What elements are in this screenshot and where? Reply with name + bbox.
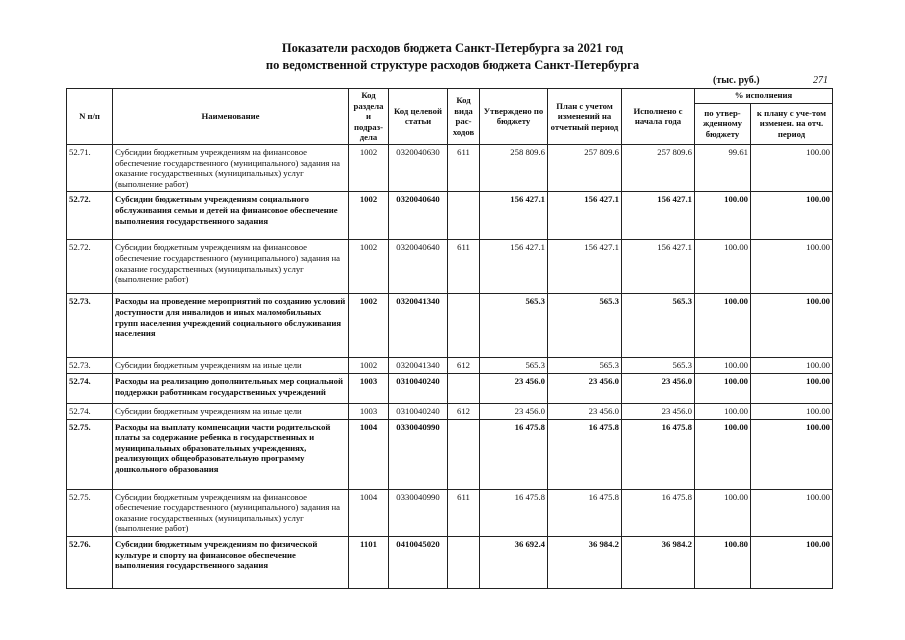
row-executed: 23 456.0 — [622, 403, 695, 419]
row-approved: 258 809.6 — [480, 144, 548, 191]
row-executed: 257 809.6 — [622, 144, 695, 191]
row-pct-approved: 99.61 — [695, 144, 751, 191]
row-name: Субсидии бюджетным учреждениям на финансовое обеспечение государственного (муниципального) задания на оказание государственных (муниципальных) услуг (выполнение работ) — [113, 240, 349, 294]
row-kind-code — [448, 294, 480, 358]
row-pct-plan: 100.00 — [751, 294, 833, 358]
row-pct-plan: 100.00 — [751, 489, 833, 536]
table-row — [67, 294, 833, 358]
row-section-code: 1002 — [349, 240, 389, 294]
row-pct-plan: 100.00 — [751, 144, 833, 191]
table-row — [67, 419, 833, 489]
row-approved: 16 475.8 — [480, 489, 548, 536]
col-header-target: Код целевой статьи — [389, 89, 448, 145]
row-target-code: 0320040640 — [389, 192, 448, 240]
col-header-pct-plan: к плану с уче-том изменен. на отч. период — [751, 103, 833, 144]
row-kind-code: 611 — [448, 489, 480, 536]
row-name: Субсидии бюджетным учреждениям по физической культуре и спорту на финансовое обеспечение выполнения государственного задания — [113, 536, 349, 588]
page-title-line-2: по ведомственной структуре расходов бюджета Санкт-Петербурга — [265, 58, 640, 72]
table-row — [67, 403, 833, 419]
row-plan: 23 456.0 — [548, 403, 622, 419]
row-kind-code: 612 — [448, 403, 480, 419]
row-section-code: 1003 — [349, 373, 389, 403]
row-plan: 23 456.0 — [548, 373, 622, 403]
table-row — [67, 192, 833, 240]
col-header-kind: Код вида рас-ходов — [448, 89, 480, 145]
row-pct-plan: 100.00 — [751, 419, 833, 489]
row-target-code: 0410045020 — [389, 536, 448, 588]
row-executed: 156 427.1 — [622, 192, 695, 240]
row-target-code: 0320041340 — [389, 294, 448, 358]
row-kind-code — [448, 373, 480, 403]
row-kind-code — [448, 419, 480, 489]
row-section-code: 1002 — [349, 294, 389, 358]
row-pct-approved: 100.00 — [695, 294, 751, 358]
row-number: 52.76. — [67, 536, 113, 588]
table-row — [67, 240, 833, 294]
row-pct-plan: 100.00 — [751, 358, 833, 374]
row-executed: 565.3 — [622, 358, 695, 374]
table-row — [67, 536, 833, 588]
row-name: Субсидии бюджетным учреждениям на иные цели — [113, 358, 349, 374]
units-label: (тыс. руб.) — [713, 75, 760, 86]
row-plan: 156 427.1 — [548, 192, 622, 240]
row-pct-plan: 100.00 — [751, 240, 833, 294]
row-kind-code: 611 — [448, 144, 480, 191]
row-kind-code — [448, 192, 480, 240]
row-pct-approved: 100.00 — [695, 358, 751, 374]
row-executed: 36 984.2 — [622, 536, 695, 588]
row-approved: 156 427.1 — [480, 192, 548, 240]
row-plan: 257 809.6 — [548, 144, 622, 191]
row-section-code: 1003 — [349, 403, 389, 419]
row-section-code: 1101 — [349, 536, 389, 588]
row-pct-approved: 100.00 — [695, 373, 751, 403]
col-header-num: N п/п — [67, 89, 113, 145]
row-number: 52.75. — [67, 419, 113, 489]
row-pct-plan: 100.00 — [751, 192, 833, 240]
row-name: Субсидии бюджетным учреждениям на иные цели — [113, 403, 349, 419]
row-section-code: 1002 — [349, 358, 389, 374]
row-pct-approved: 100.00 — [695, 403, 751, 419]
row-approved: 23 456.0 — [480, 373, 548, 403]
row-section-code: 1002 — [349, 192, 389, 240]
col-header-plan: План с учетом изменений на отчетный период — [548, 89, 622, 145]
col-header-pct-group: % исполнения — [695, 89, 833, 104]
row-section-code: 1004 — [349, 419, 389, 489]
col-header-approved: Утверждено по бюджету — [480, 89, 548, 145]
row-pct-plan: 100.00 — [751, 373, 833, 403]
row-number: 52.73. — [67, 358, 113, 374]
row-name: Расходы на реализацию дополнительных мер социальной поддержки работникам государственных учреждений — [113, 373, 349, 403]
row-approved: 565.3 — [480, 294, 548, 358]
row-executed: 565.3 — [622, 294, 695, 358]
row-approved: 16 475.8 — [480, 419, 548, 489]
row-pct-approved: 100.80 — [695, 536, 751, 588]
row-number: 52.75. — [67, 489, 113, 536]
row-executed: 16 475.8 — [622, 489, 695, 536]
row-target-code: 0320040640 — [389, 240, 448, 294]
row-executed: 156 427.1 — [622, 240, 695, 294]
row-name: Расходы на выплату компенсации части родительской платы за содержание ребенка в государственных и муниципальных образовательных учреждениях, реализующих общеобразовательную программу дошкольного образования — [113, 419, 349, 489]
row-kind-code: 611 — [448, 240, 480, 294]
row-plan: 36 984.2 — [548, 536, 622, 588]
row-pct-approved: 100.00 — [695, 489, 751, 536]
row-approved: 565.3 — [480, 358, 548, 374]
row-name: Субсидии бюджетным учреждениям на финансовое обеспечение государственного (муниципального) задания на оказание государственных (муниципальных) услуг (выполнение работ) — [113, 489, 349, 536]
row-approved: 156 427.1 — [480, 240, 548, 294]
row-plan: 16 475.8 — [548, 489, 622, 536]
table-row — [67, 489, 833, 536]
row-name: Субсидии бюджетным учреждениям социального обслуживания семьи и детей на финансовое обеспечение выполнения государственного задания — [113, 192, 349, 240]
row-target-code: 0310040240 — [389, 373, 448, 403]
row-number: 52.74. — [67, 373, 113, 403]
page-number: 271 — [813, 75, 828, 86]
row-section-code: 1002 — [349, 144, 389, 191]
row-number: 52.73. — [67, 294, 113, 358]
row-number: 52.74. — [67, 403, 113, 419]
row-kind-code — [448, 536, 480, 588]
row-pct-approved: 100.00 — [695, 419, 751, 489]
row-kind-code: 612 — [448, 358, 480, 374]
row-executed: 23 456.0 — [622, 373, 695, 403]
col-header-pct-approved: по утвер-жденному бюджету — [695, 103, 751, 144]
row-plan: 565.3 — [548, 358, 622, 374]
row-plan: 16 475.8 — [548, 419, 622, 489]
row-pct-plan: 100.00 — [751, 403, 833, 419]
col-header-executed: Исполнено с начала года — [622, 89, 695, 145]
row-pct-plan: 100.00 — [751, 536, 833, 588]
row-name: Субсидии бюджетным учреждениям на финансовое обеспечение государственного (муниципального) задания на оказание государственных (муниципальных) услуг (выполнение работ) — [113, 144, 349, 191]
col-header-section: Код раздела и подраз-дела — [349, 89, 389, 145]
row-target-code: 0330040990 — [389, 489, 448, 536]
row-approved: 36 692.4 — [480, 536, 548, 588]
row-target-code: 0310040240 — [389, 403, 448, 419]
row-pct-approved: 100.00 — [695, 240, 751, 294]
row-plan: 565.3 — [548, 294, 622, 358]
row-number: 52.71. — [67, 144, 113, 191]
expenditure-table — [66, 88, 833, 589]
col-header-name: Наименование — [113, 89, 349, 145]
row-plan: 156 427.1 — [548, 240, 622, 294]
page-title-line-1: Показатели расходов бюджета Санкт-Петербурга за 2021 год — [281, 41, 624, 55]
row-target-code: 0320040630 — [389, 144, 448, 191]
row-approved: 23 456.0 — [480, 403, 548, 419]
row-executed: 16 475.8 — [622, 419, 695, 489]
row-target-code: 0330040990 — [389, 419, 448, 489]
row-number: 52.72. — [67, 240, 113, 294]
table-row — [67, 373, 833, 403]
table-row — [67, 144, 833, 191]
table-row — [67, 358, 833, 374]
row-section-code: 1004 — [349, 489, 389, 536]
row-name: Расходы на проведение мероприятий по созданию условий доступности для инвалидов и иных маломобильных групп населения учреждений социального обслуживания населения — [113, 294, 349, 358]
row-pct-approved: 100.00 — [695, 192, 751, 240]
row-number: 52.72. — [67, 192, 113, 240]
row-target-code: 0320041340 — [389, 358, 448, 374]
